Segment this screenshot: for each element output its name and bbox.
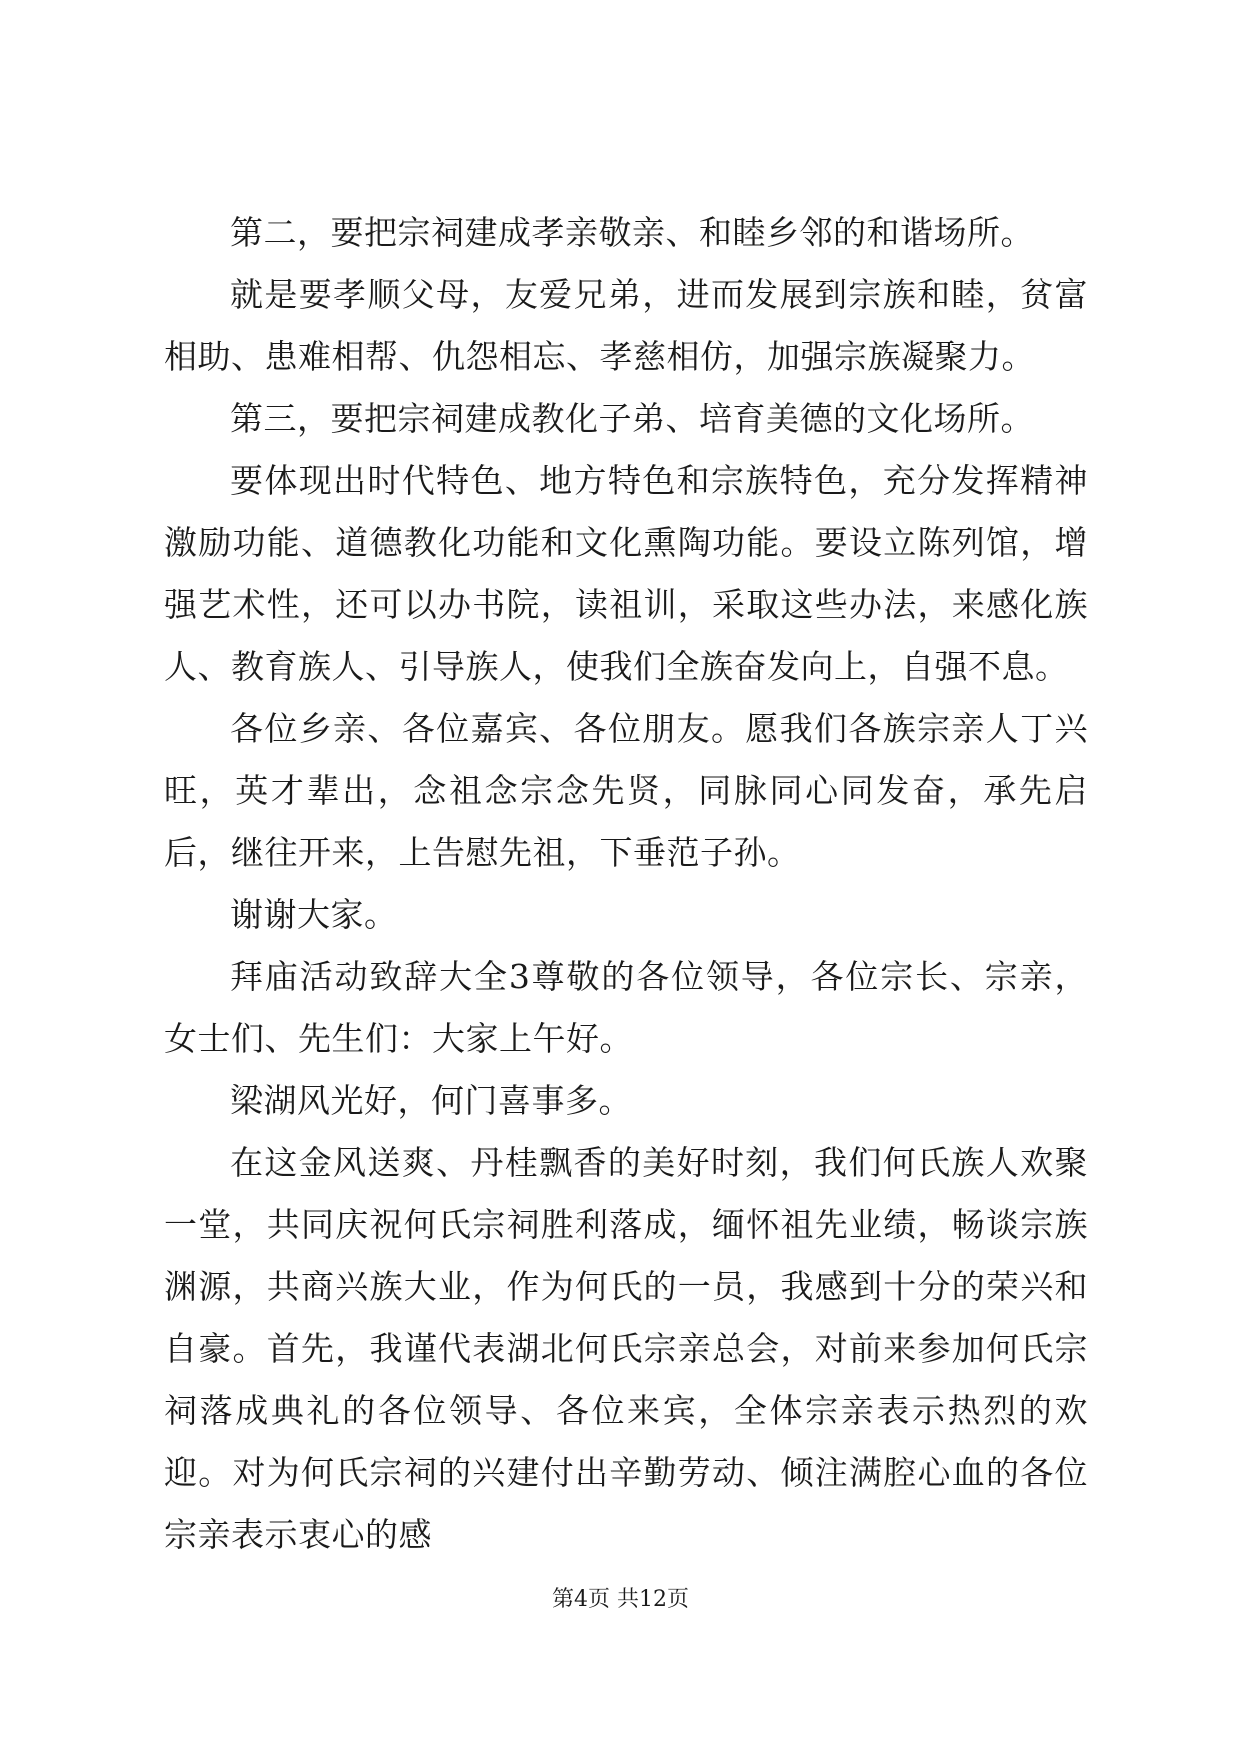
paragraph: 要体现出时代特色、地方特色和宗族特色，充分发挥精神激励功能、道德教化功能和文化熏陶功能。要设立陈列馆，增强艺术性，还可以办书院，读祖训，采取这些办法，来感化族人、教育族人、引导族人，使我们全族奋发向上，自强不息。 (164, 461, 1088, 686)
paragraph: 第三，要把宗祠建成教化子弟、培育美德的文化场所。 (230, 399, 1034, 438)
page-number-footer: 第4页 共12页 (552, 1587, 689, 1612)
paragraph: 就是要孝顺父母，友爱兄弟，进而发展到宗族和睦，贫富相助、患难相帮、仇怨相忘、孝慈相仿，加强宗族凝聚力。 (164, 275, 1088, 376)
paragraph: 第二，要把宗祠建成孝亲敬亲、和睦乡邻的和谐场所。 (230, 213, 1034, 252)
paragraph: 拜庙活动致辞大全3尊敬的各位领导，各位宗长、宗亲，女士们、先生们：大家上午好。 (164, 957, 1088, 1058)
paragraph: 谢谢大家。 (230, 895, 398, 934)
paragraph: 梁湖风光好，何门喜事多。 (230, 1081, 632, 1120)
paragraph: 在这金风送爽、丹桂飘香的美好时刻，我们何氏族人欢聚一堂，共同庆祝何氏宗祠胜利落成，缅怀祖先业绩，畅谈宗族渊源，共商兴族大业，作为何氏的一员，我感到十分的荣兴和自豪。首先，我谨代表湖北何氏宗亲总会，对前来参加何氏宗祠落成典礼的各位领导、各位来宾，全体宗亲表示热烈的欢迎。对为何氏宗祠的兴建付出辛勤劳动、倾注满腔心血的各位宗亲表示衷心的感 (164, 1143, 1088, 1554)
document-body (164, 202, 1088, 1566)
paragraph: 各位乡亲、各位嘉宾、各位朋友。愿我们各族宗亲人丁兴旺，英才辈出，念祖念宗念先贤，同脉同心同发奋，承先启后，继往开来，上告慰先祖，下垂范子孙。 (164, 709, 1088, 872)
